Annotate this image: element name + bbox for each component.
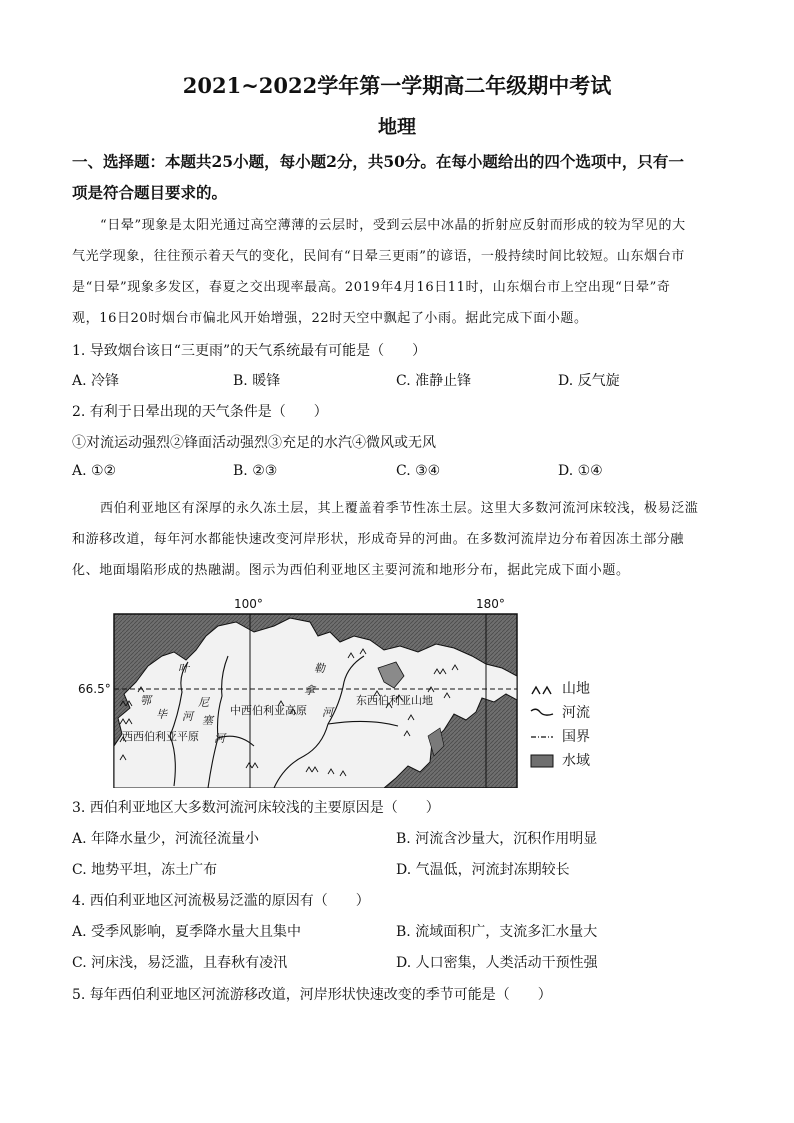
legend-mountain-label: 山地 (562, 681, 590, 697)
legend-river-label: 河流 (562, 705, 590, 721)
subject-title: 地理 (377, 116, 416, 138)
passage2-line1: 西伯利亚地区有深厚的永久冻土层，其上覆盖着季节性冻土层。这里大多数河流河床较浅，极易泛滥 (100, 501, 699, 516)
q2-option-a[interactable]: A. ①② (72, 463, 117, 479)
q2-conditions: ①对流运动强烈②锋面活动强烈③充足的水汽④微风或无风 (72, 435, 436, 451)
passage1-line3: 是“日晕”现象多发区，春夏之交出现率最高。2019年4月16日11时，山东烟台市上空出现“日晕”奇 (72, 280, 671, 295)
q2-option-b[interactable]: B. ②③ (233, 463, 278, 479)
passage2-line3: 化、地面塌陷形成的热融湖。图示为西伯利亚地区主要河流和地形分布，据此完成下面小题。 (72, 563, 630, 578)
q4-option-c[interactable]: C. 河床浅，易泛滥，且春秋有凌汛 (72, 955, 288, 971)
q4-option-a[interactable]: A. 受季风影响，夏季降水量大且集中 (72, 924, 302, 940)
q1-option-d[interactable]: D. 反气旋 (558, 373, 620, 389)
river-ye-char2: 尼 (198, 696, 209, 709)
map-lat-label: 66.5° (78, 682, 111, 696)
q3-option-c[interactable]: C. 地势平坦，冻土广布 (72, 862, 218, 878)
map-lon-100-label: 100° (234, 597, 263, 611)
border-icon (530, 729, 554, 745)
river-ye-char4: 河 (214, 732, 225, 745)
passage1-line1: “日晕”现象是太阳光通过高空薄薄的云层时，受到云层中冰晶的折射应反射而形成的较为罕见的大 (100, 218, 686, 233)
section-heading-line1: 一、选择题：本题共25小题，每小题2分，共50分。在每小题给出的四个选项中，只有一 (72, 152, 684, 171)
q2-option-d[interactable]: D. ①④ (558, 463, 603, 479)
mountain-icon (530, 681, 554, 697)
q5-stem: 5. 每年西伯利亚地区河流游移改道，河岸形状快速改变的季节可能是（ ） (72, 987, 552, 1003)
river-lena-char1: 勒 (314, 662, 325, 675)
q4-option-b[interactable]: B. 流域面积广，支流多汇水量大 (396, 924, 598, 940)
map-lon-180-label: 180° (476, 597, 505, 611)
q3-option-a[interactable]: A. 年降水量少，河流径流量小 (72, 831, 260, 847)
section-heading-line2: 项是符合题目要求的。 (72, 183, 228, 202)
q1-option-b[interactable]: B. 暖锋 (233, 373, 281, 389)
region-west-siberia: 西西伯利亚平原 (122, 730, 199, 743)
passage2-line2: 和游移改道，每年河水都能快速改变河岸形状，形成奇异的河曲。在多数河流岸边分布着因冻土部分融 (72, 532, 685, 547)
river-lena-char2: 拿 (304, 684, 315, 697)
water-icon (530, 753, 554, 769)
river-lena-char3: 河 (322, 706, 333, 719)
q1-stem: 1. 导致烟台该日“三更雨”的天气系统最有可能是（ ） (72, 343, 427, 359)
exam-title: 2021~2022学年第一学期高二年级期中考试 (182, 73, 612, 98)
q4-stem: 4. 西伯利亚地区河流极易泛滥的原因有（ ） (72, 893, 370, 909)
passage1-line4: 观，16日20时烟台市偏北风开始增强，22时天空中飘起了小雨。据此完成下面小题。 (72, 311, 588, 326)
legend-water-label: 水域 (562, 753, 590, 769)
q1-option-a[interactable]: A. 冷锋 (72, 373, 120, 389)
river-icon (530, 705, 554, 721)
river-e-char3: 河 (182, 710, 193, 723)
q3-stem: 3. 西伯利亚地区大多数河流河床较浅的主要原因是（ ） (72, 800, 440, 816)
legend-border-label: 国界 (562, 729, 590, 745)
river-ye-char3: 塞 (202, 714, 213, 727)
q3-option-d[interactable]: D. 气温低，河流封冻期较长 (396, 862, 570, 878)
q2-option-c[interactable]: C. ③④ (396, 463, 441, 479)
river-e-char2: 毕 (156, 708, 167, 721)
q4-option-d[interactable]: D. 人口密集，人类活动干预性强 (396, 955, 598, 971)
river-ye-char1: 叶 (178, 662, 189, 675)
q2-stem: 2. 有利于日晕出现的天气条件是（ ） (72, 404, 328, 420)
river-e-char1: 鄂 (140, 694, 151, 707)
q3-option-b[interactable]: B. 河流含沙量大，沉积作用明显 (396, 831, 598, 847)
region-central-siberia: 中西伯利亚高原 (230, 704, 307, 717)
region-east-siberia: 东西伯利亚山地 (356, 694, 433, 707)
passage1-line2: 气光学现象，往往预示着天气的变化，民间有“日晕三更雨”的谚语，一般持续时间比较短。山东烟台市 (72, 249, 685, 264)
q1-option-c[interactable]: C. 准静止锋 (396, 373, 472, 389)
